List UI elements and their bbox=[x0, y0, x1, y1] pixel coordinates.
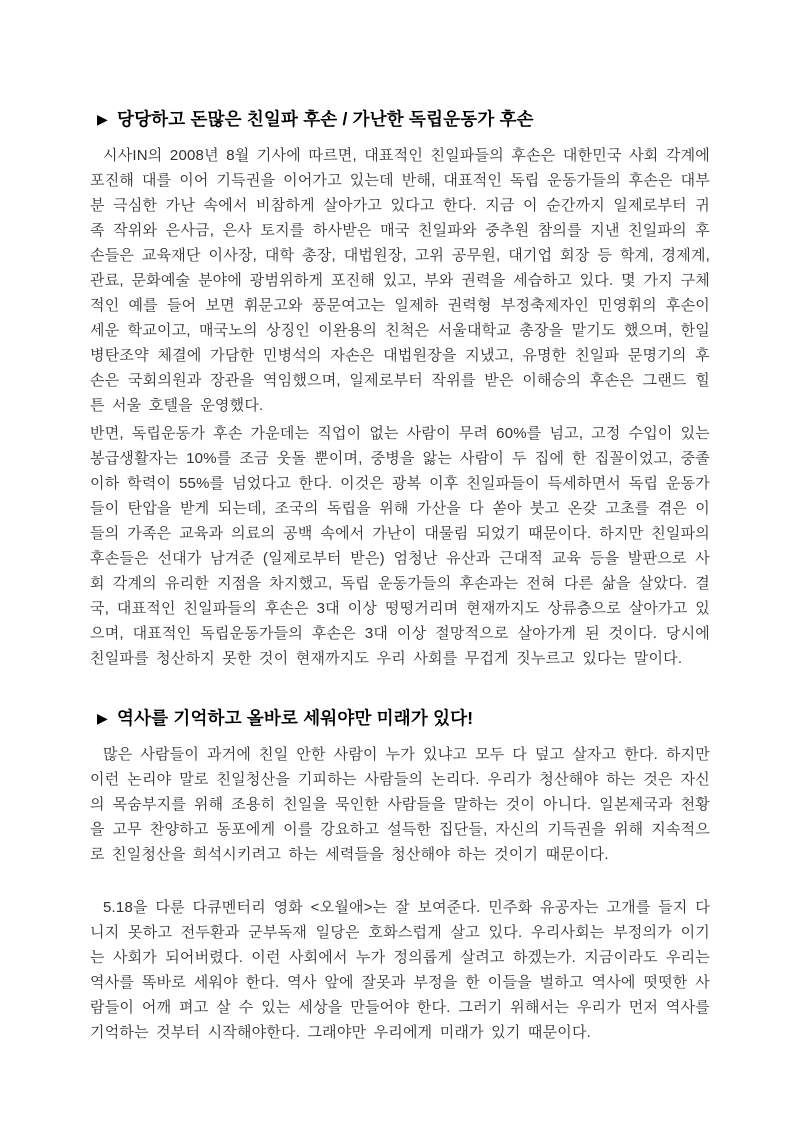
triangle-bullet-icon: ▶ bbox=[97, 111, 108, 127]
section-title-1: 당당하고 돈많은 친일파 후손 / 가난한 독립운동가 후손 bbox=[116, 109, 534, 129]
section-title-2: 역사를 기억하고 올바로 세워야만 미래가 있다! bbox=[116, 708, 474, 728]
paragraph-518-documentary: 5.18을 다룬 다큐멘터리 영화 <오월애>는 잘 보여준다. 민주화 유공자는 고개를 들지 다니지 못하고 전두환과 군부독재 일당은 호화스럽게 살고 있다. 우리사회는 부정의가 이기는 사회가 되어버렸다. 이런 사회에서 누가 정의롭게 살려고 하겠는가. 지금이라도 우리는 역사를 똑바로 세워야 한다. 역사 앞에 잘못과 부정을 한 이들을 벌하고 역사에 떳떳한 사람들이 어깨 펴고 살 수 있는 세상을 만들어야 한다. 그러기 위해서는 우리가 먼저 역사를 기억하는 것부터 시작해야한다. 그래야만 우리에게 미래가 있기 때문이다. bbox=[90, 899, 710, 1041]
triangle-bullet-icon: ▶ bbox=[97, 710, 108, 726]
section-heading-2 bbox=[90, 707, 710, 731]
paragraph-history-logic: 많은 사람들이 과거에 친일 안한 사람이 누가 있냐고 모두 다 덮고 살자고 한다. 하지만 이런 논리야 말로 친일청산을 기피하는 사람들의 논리다. 우리가 청산해야 하는 것은 자신의 목숨부지를 위해 조용히 친일을 묵인한 사람들을 말하는 것이 아니다. 일본제국과 천황을 고무 찬양하고 동포에게 이를 강요하고 설득한 집단들, 자신의 기득권을 위해 지속적으로 친일청산을 희석시키려고 하는 세력들을 청산해야 하는 것이기 때문이다. bbox=[90, 746, 710, 863]
paragraph-independence-descendants: 반면, 독립운동가 후손 가운데는 직업이 없는 사람이 무려 60%를 넘고, 고정 수입이 있는 봉급생활자는 10%를 조금 웃돌 뿐이며, 중병을 앓는 사람이 두 집에 한 집꼴이었고, 중졸 이하 학력이 55%를 넘었다고 한다. 이것은 광복 이후 친일파들이 득세하면서 독립 운동가들이 탄압을 받게 되는데, 조국의 독립을 위해 가산을 다 쏟아 붓고 온갖 고초를 겪은 이들의 가족은 교육과 의료의 공백 속에서 가난이 대물림 되었기 때문이다. 하지만 친일파의 후손들은 선대가 남겨준 (일제로부터 받은) 엄청난 유산과 근대적 교육 등을 발판으로 사회 각계의 유리한 지점을 차지했고, 독립 운동가들의 후손과는 전혀 다른 삶을 살았다. 결국, 대표적인 친일파들의 후손은 3대 이상 떵떵거리며 현재까지도 상류층으로 살아가고 있으며, 대표적인 독립운동가들의 후손은 3대 이상 절망적으로 살아가게 된 것이다. 당시에 친일파를 청산하지 못한 것이 현재까지도 우리 사회를 무겁게 짓누르고 있다는 말이다. bbox=[90, 425, 710, 667]
paragraph-descendants-intro: 시사IN의 2008년 8월 기사에 따르면, 대표적인 친일파들의 후손은 대한민국 사회 각계에 포진해 대를 이어 기득권을 이어가고 있는데 반해, 대표적인 독립 운동가들의 후손은 대부분 극심한 가난 속에서 비참하게 살아가고 있다고 한다. 지금 이 순간까지 일제로부터 귀족 작위와 은사금, 은사 토지를 하사받은 매국 친일파와 중추원 참의를 지낸 친일파의 후손들은 교육재단 이사장, 대학 총장, 대법원장, 고위 공무원, 대기업 회장 등 학계, 경제계, 관료, 문화예술 분야에 광범위하게 포진해 있고, 부와 권력을 세습하고 있다. 몇 가지 구체적인 예를 들어 보면 휘문고와 풍문여고는 일제하 권력형 부정축제자인 민영휘의 후손이 세운 학교이고, 매국노의 상징인 이완용의 친척은 서울대학교 총장을 맡기도 했으며, 한일 병탄조약 체결에 가담한 민병석의 자손은 대법원장을 지냈고, 유명한 친일파 문명기의 후손은 국회의원과 장관을 역임했으며, 일제로부터 작위를 받은 이해승의 후손은 그랜드 힐튼 서울 호텔을 운영했다. bbox=[90, 147, 710, 414]
section-heading-1 bbox=[90, 108, 710, 132]
